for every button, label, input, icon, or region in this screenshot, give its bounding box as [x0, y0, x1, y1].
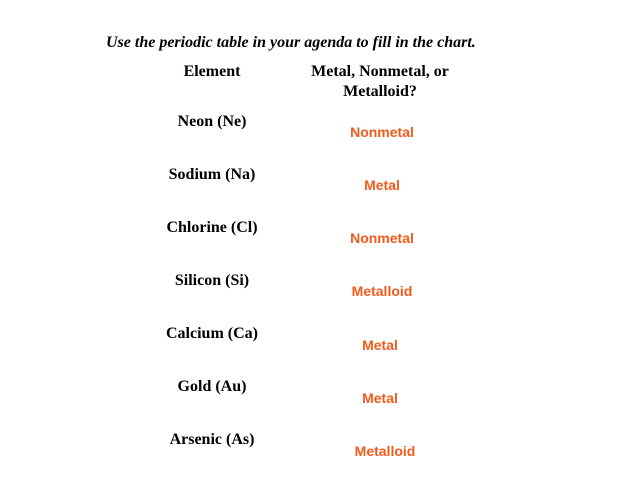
element-name-calcium: Calcium (Ca) — [166, 325, 258, 342]
column-header-type-line2: Metalloid? — [343, 83, 417, 100]
element-name-sodium: Sodium (Na) — [168, 166, 256, 183]
element-name-neon: Neon (Ne) — [177, 113, 247, 130]
element-name-gold: Gold (Au) — [177, 378, 247, 395]
column-header-element: Element — [183, 63, 241, 80]
instruction-text: Use the periodic table in your agenda to fill in the chart. — [106, 34, 476, 51]
classification-sodium: Metal — [364, 177, 400, 193]
element-name-silicon: Silicon (Si) — [174, 272, 250, 289]
classification-silicon: Metalloid — [351, 283, 413, 299]
element-name-arsenic: Arsenic (As) — [169, 431, 255, 448]
classification-calcium: Metal — [362, 337, 398, 353]
classification-arsenic: Metalloid — [354, 443, 416, 459]
classification-neon: Nonmetal — [350, 124, 414, 140]
classification-chlorine: Nonmetal — [350, 230, 414, 246]
column-header-type — [280, 62, 480, 102]
column-header-type-line1: Metal, Nonmetal, or — [311, 63, 449, 80]
element-name-chlorine: Chlorine (Cl) — [166, 219, 258, 236]
classification-gold: Metal — [362, 390, 398, 406]
